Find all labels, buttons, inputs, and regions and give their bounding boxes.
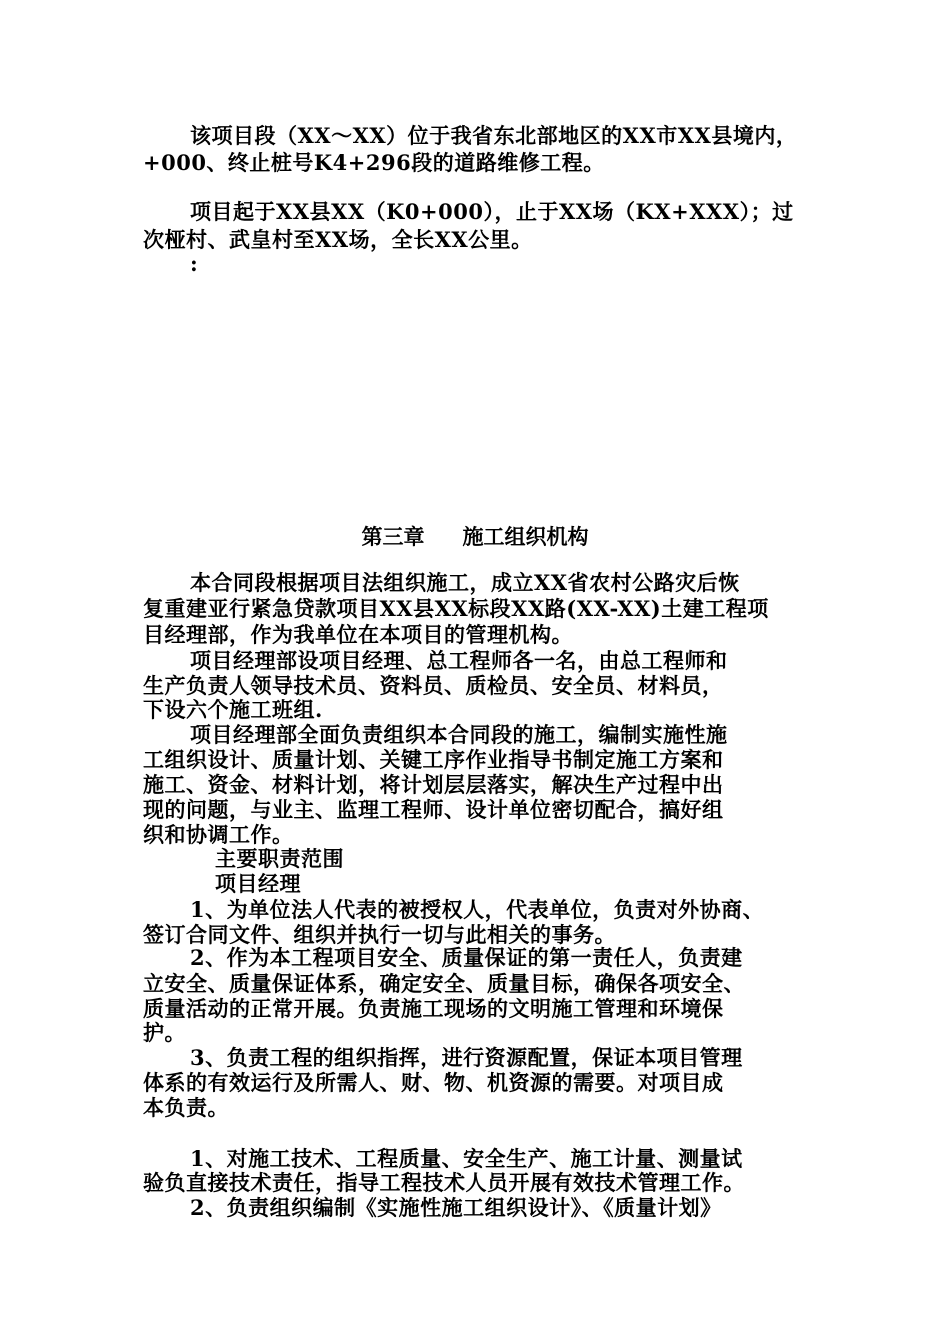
body-line: 本合同段根据项目法组织施工，成立XX省农村公路灾后恢: [190, 570, 740, 595]
body-line: 工组织设计、质量计划、关键工序作业指导书制定施工方案和: [143, 747, 724, 772]
intro-line: +000、终止桩号K4+296段的道路维修工程。: [143, 150, 605, 175]
body-line: 项目经理部设项目经理、总工程师各一名，由总工程师和: [190, 648, 728, 673]
body-line: 2、负责组织编制《实施性施工组织设计》、《质量计划》: [190, 1195, 722, 1220]
body-line: 复重建亚行紧急贷款项目XX县XX标段XX路(XX-XX)土建工程项: [143, 596, 769, 621]
section-subheading: 主要职责范围: [215, 846, 344, 871]
body-line: 验负直接技术责任，指导工程技术人员开展有效技术管理工作。: [143, 1170, 745, 1195]
body-line: 现的问题，与业主、监理工程师、设计单位密切配合，搞好组: [143, 797, 724, 822]
chapter-title: 施工组织机构: [462, 524, 589, 549]
chapter-heading: [0, 521, 950, 551]
section-subheading: 项目经理: [215, 871, 301, 896]
chapter-number: 第三章: [361, 524, 425, 549]
body-line: 2、作为本工程项目安全、质量保证的第一责任人，负责建: [190, 945, 743, 970]
body-line: 质量活动的正常开展。负责施工现场的文明施工管理和环境保: [143, 996, 724, 1021]
body-line: 生产负责人领导技术员、资料员、质检员、安全员、材料员，: [143, 673, 724, 698]
body-line: 项目经理部全面负责组织本合同段的施工，编制实施性施: [190, 722, 728, 747]
body-line: 护。: [143, 1020, 186, 1045]
intro-line: 次桠村、武皇村至XX场，全长XX公里。: [143, 227, 533, 252]
body-line: 签订合同文件、组织并执行一切与此相关的事务。: [143, 922, 616, 947]
intro-line: 该项目段（XX～XX）位于我省东北部地区的XX市XX县境内，: [190, 123, 798, 148]
body-line: 3、负责工程的组织指挥，进行资源配置，保证本项目管理: [190, 1045, 743, 1070]
body-line: 目经理部，作为我单位在本项目的管理机构。: [143, 622, 573, 647]
body-line: 下设六个施工班组.: [143, 697, 323, 722]
body-line: 1、为单位法人代表的被授权人，代表单位，负责对外协商、: [190, 897, 765, 922]
body-line: 立安全、质量保证体系，确定安全、质量目标，确保各项安全、: [143, 971, 745, 996]
body-line: 1、对施工技术、工程质量、安全生产、施工计量、测量试: [190, 1146, 743, 1171]
intro-line: 项目起于XX县XX（K0+000），止于XX场（KX+XXX）；过: [190, 199, 794, 224]
body-line: 织和协调工作。: [143, 822, 294, 847]
body-line: 体系的有效运行及所需人、财、物、机资源的需要。对项目成: [143, 1070, 724, 1095]
body-line: 本负责。: [143, 1095, 229, 1120]
intro-colon: :: [190, 251, 199, 276]
body-line: 施工、资金、材料计划，将计划层层落实，解决生产过程中出: [143, 772, 724, 797]
